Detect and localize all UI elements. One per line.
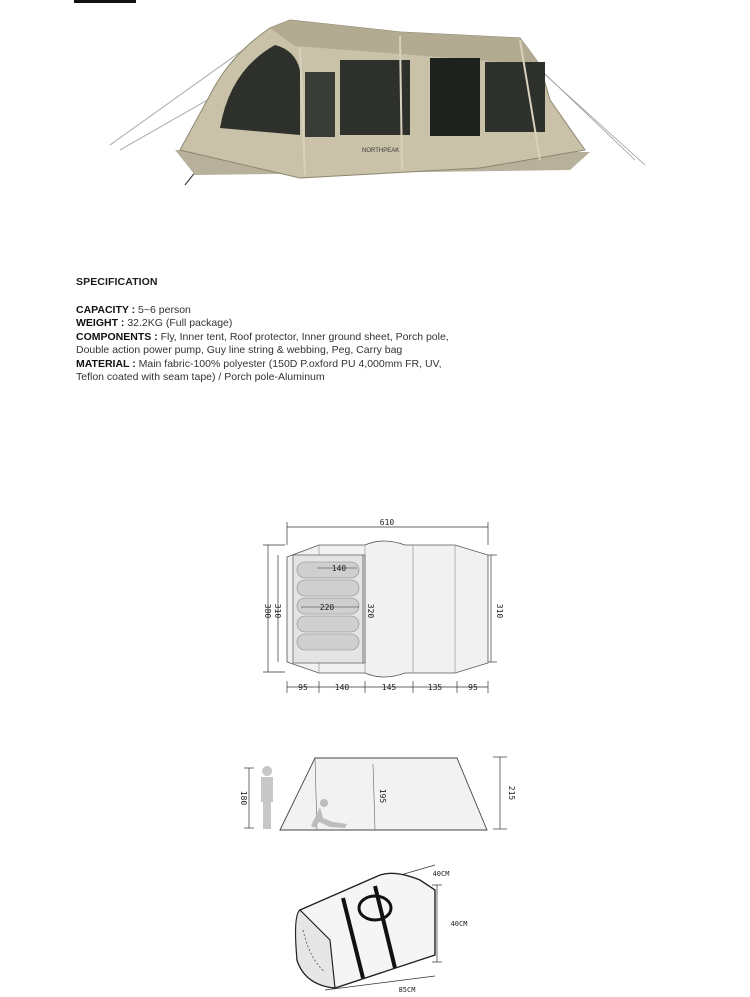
tent-brand-label: NORTHPEAK (362, 148, 400, 154)
window-rear (485, 62, 545, 132)
dim-bottom-segment-3: 145 (381, 683, 397, 692)
dim-end-height: 310 (495, 603, 504, 619)
spec-row-components: COMPONENTS : Fly, Inner tent, Roof protector, Inner ground sheet, Porch pole, (76, 330, 449, 343)
window-front-arch (220, 45, 300, 135)
door-opening (430, 58, 480, 136)
spec-row-material-cont: Teflon coated with seam tape) / Porch pole-Aluminum (76, 371, 325, 383)
carry-bag-diagram (285, 860, 480, 997)
dim-bag-depth: 40CM (432, 870, 450, 878)
dim-outer-height: 380 (263, 603, 272, 619)
dim-bottom-segment-4: 135 (427, 683, 443, 692)
specification-title: SPECIFICATION (76, 276, 158, 288)
floor-plan-diagram (255, 515, 505, 700)
top-accent-bar (74, 0, 136, 3)
dim-bottom-segment-2: 140 (334, 683, 350, 692)
window-middle (340, 60, 410, 135)
specification-section (76, 276, 676, 385)
spec-row-capacity: CAPACITY : 5~6 person (76, 303, 191, 316)
dim-total-length: 610 (379, 518, 395, 527)
dim-total-height: 215 (507, 785, 516, 801)
dim-inner-height: 195 (378, 788, 387, 804)
dim-bag-height: 40CM (450, 920, 468, 928)
dim-inner-height: 310 (273, 603, 282, 619)
dim-bottom-segment-1: 95 (298, 683, 308, 692)
dim-middle-height: 320 (366, 603, 375, 619)
window-middle-left (305, 72, 335, 137)
person-silhouette (261, 766, 273, 829)
dim-bag-length: 85CM (398, 986, 416, 994)
spec-row-weight: WEIGHT : 32.2KG (Full package) (76, 317, 233, 329)
dim-inner-depth: 140 (331, 564, 347, 573)
spec-row-components-cont: Double action power pump, Guy line string & webbing, Peg, Carry bag (76, 344, 403, 356)
dim-inner-width: 220 (319, 603, 335, 612)
tent-photo (100, 10, 660, 200)
spec-row-material: MATERIAL : Main fabric-100% polyester (150D P.oxford PU 4,000mm FR, UV, (76, 357, 442, 370)
dim-bottom-segment-5: 95 (468, 683, 478, 692)
dim-person-height: 180 (239, 790, 248, 806)
side-view-diagram (235, 752, 515, 840)
